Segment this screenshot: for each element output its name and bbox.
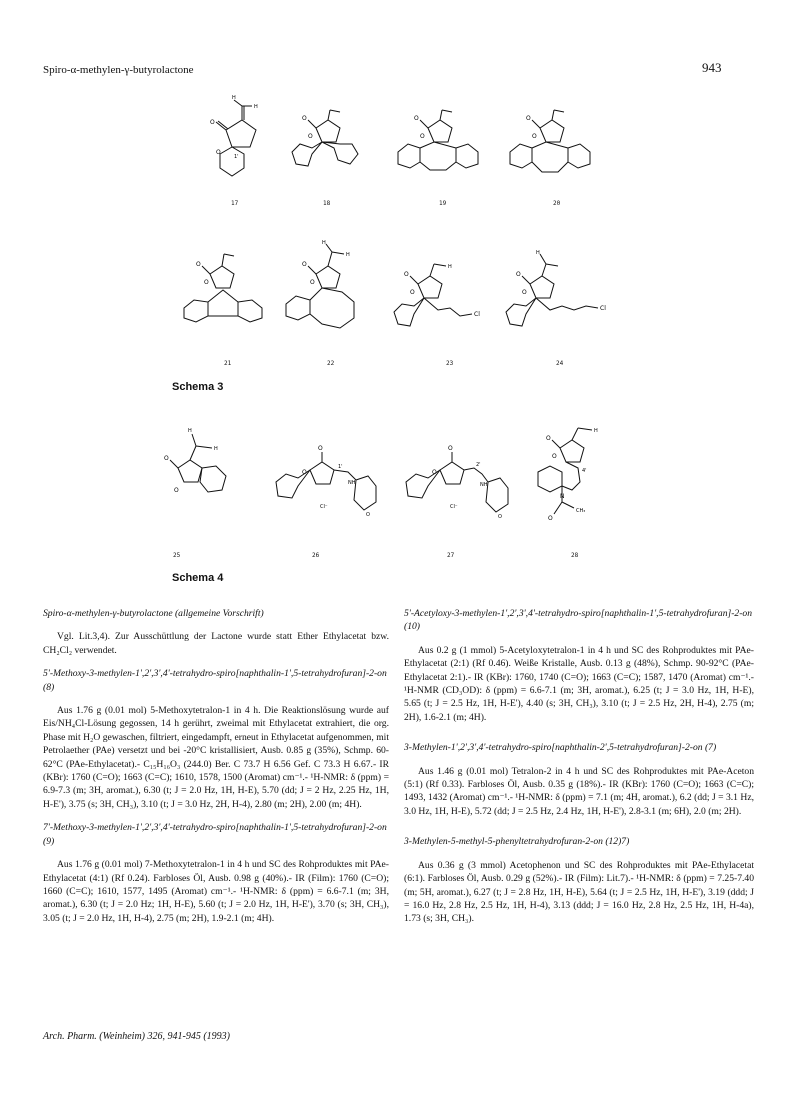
- compound-number-24: 24: [556, 360, 564, 367]
- ring-oxygen: O: [204, 279, 209, 286]
- chloride-label: Cl⁻: [450, 504, 458, 510]
- right-column: [404, 607, 754, 926]
- carbonyl-oxygen: O: [448, 445, 453, 452]
- carbonyl-oxygen: O: [414, 115, 419, 122]
- compound-heading-9: 7'-Methoxy-3-methylen-1',2',3',4'-tetrahydro-spiro[naphthalin-1',5-tetrahydrofuran]-2-on (9): [43, 822, 387, 847]
- carbonyl-oxygen: O: [546, 435, 551, 442]
- compound-number-21: 21: [224, 360, 232, 367]
- structure-25: [160, 420, 250, 520]
- acetyl-oxygen: O: [548, 515, 553, 522]
- schema-4-label: Schema 4: [172, 572, 224, 584]
- paragraph: Aus 0.2 g (1 mmol) 5-Acetyloxytetralon-1 in 4 h und SC des Rohproduktes mit PAe-Ethylacetat (2:1) (Rf 0.46). Weiße Kristalle, Ausb. 0.13 g (48%), Schmp. 90-92°C (PAe-Ethylacetat 2:1).- IR (KBr): 1760, 1740 (C=O); 1663 (C=C); 1587, 1470 (Aromat) cm⁻¹.- ¹H-NMR (CD₃OD): δ (ppm) = 6.6-7.1 (m; 3H, aromat.), 6.25 (t; J = 3.0 Hz, 1H, H-E), 5.65 (t; J = 2.5 Hz, 1H, H-E'), 4.40 (s; 3H, CH₃), 3.10 (t; J = 2.5 Hz, 2H, H-4), 2.75 (m; 2H), 1.6-2.1 (m; 4H).: [404, 644, 754, 723]
- section-heading: Spiro-α-methylen-γ-butyrolactone (allgemeine Vorschrift): [43, 608, 264, 619]
- structure-19: [394, 108, 484, 183]
- paragraph: Aus 0.36 g (3 mmol) Acetophenon und SC des Rohproduktes mit PAe-Ethylacetat (6:1). Farbloses Öl, Ausb. 0.29 g (52%).- IR (Film): Lit.7).- ¹H-NMR: δ (ppm) = 7.25-7.40 (m; 5H, aromat.), 6.27 (t; J = 2.8 Hz, 1H, H-E), 5.64 (t; J = 2.5 Hz, 1H, H-E'), 3.19 (ddd; J = 16.0 Hz, 2.8 Hz, 2.5 Hz, 1H, H-4), 3.13 (ddd; J = 16.0 Hz, 2.8 Hz, 2.5 Hz, 1H, H-4a), 1.73 (s; 3H, CH₃).: [404, 859, 754, 925]
- ring-oxygen: O: [410, 289, 415, 296]
- structure-26: [264, 440, 394, 530]
- ring-oxygen: O: [308, 133, 313, 140]
- structure-24: [500, 250, 620, 338]
- hz-label: H: [536, 250, 540, 256]
- structure-17: [208, 92, 278, 187]
- ring-oxygen: O: [420, 133, 425, 140]
- ring-oxygen: O: [522, 289, 527, 296]
- paragraph: Vgl. Lit.3,4). Zur Ausschüttlung der Lactone wurde statt Ether Ethylacetat bzw. CH₂Cl₂ verwendet.: [43, 631, 389, 656]
- compound-number-25: 25: [173, 552, 181, 559]
- hz-label: H: [232, 95, 236, 101]
- compound-number-19: 19: [439, 200, 447, 207]
- paragraph: Aus 1.46 g (0.01 mol) Tetralon-2 in 4 h und SC des Rohproduktes mit PAe-Aceton (5:1) (Rf 0.33). Farbloses Öl, Ausb. 0.35 g (18%).- IR (KBr): 1760 (C=O); 1663 (C=C); 1493, 1432 (Aromat) cm⁻¹.- ¹H-NMR: δ (ppm) = 7.1 (m; 4H, aromat.), 6.2 (dd; J = 3.1 Hz, 3.0 Hz, 1H, H-E), 5.72 (dd; J = 2.5 Hz, 2.4 Hz, 1H, H-E'), 2.8-3.1 (m; 6H), 2.0 (m; 2H).: [404, 765, 754, 817]
- structure-28: [530, 420, 630, 540]
- structure-23: [388, 258, 496, 338]
- four-prime-label: 4': [582, 468, 587, 474]
- ring-oxygen: O: [302, 469, 307, 476]
- carbonyl-oxygen: O: [302, 115, 307, 122]
- compound-number-28: 28: [571, 552, 579, 559]
- ammonium-label: NH: [480, 482, 488, 488]
- compound-number-18: 18: [323, 200, 331, 207]
- compound-number-20: 20: [553, 200, 561, 207]
- compound-number-23: 23: [446, 360, 454, 367]
- compound-number-17: 17: [231, 200, 239, 207]
- structure-20: [506, 108, 596, 183]
- carbonyl-oxygen: O: [302, 261, 307, 268]
- paragraph: Aus 1.76 g (0.01 mol) 7-Methoxytetralon-1 in 4 h und SC des Rohproduktes mit PAe-Ethylacetat (4:1) (Rf 0.24). Farbloses Öl, Ausb. 0.98 g (40%).- IR (Film): 1760 (C=O); 1660 (C=C); 1610, 1577, 1495 (Aromat) cm⁻¹.- ¹H-NMR: δ (ppm) = 6.6-7.1 (m; 3H, aromat.), 6.30 (t; J = 2.0 Hz; 1H, H-E), 5.60 (t; J = 2.0 Hz, 1H, H-E'), 3.70 (s; 3H, CH₃), 3.05 (t; J = 2.0 Hz, 1H, H-4), 2.75 (m; 2H), 1.9-2.1 (m; 4H).: [43, 859, 389, 924]
- chloro-label: Cl: [474, 311, 480, 318]
- structure-27: [394, 440, 524, 530]
- compound-heading-10: 5'-Acetyloxy-3-methylen-1',2',3',4'-tetrahydro-spiro[naphthalin-1',5-tetrahydrofuran]-2-on (10): [404, 608, 753, 633]
- morpholine-oxygen: O: [366, 512, 370, 518]
- carbonyl-oxygen: O: [516, 271, 521, 278]
- ring-oxygen: O: [216, 149, 221, 156]
- ring-oxygen: O: [552, 453, 557, 460]
- journal-citation: Arch. Pharm. (Weinheim) 326, 941-945 (1993): [43, 1031, 231, 1042]
- carbonyl-oxygen: O: [164, 455, 169, 462]
- carbonyl-oxygen: O: [526, 115, 531, 122]
- carbonyl-oxygen: O: [404, 271, 409, 278]
- one-prime-label: 1': [338, 464, 343, 470]
- morpholine-oxygen: O: [498, 514, 502, 520]
- structure-18: [286, 108, 366, 183]
- paragraph: Aus 1.76 g (0.01 mol) 5-Methoxytetralon-1 in 4 h. Die Reaktionslösung wurde auf Eis/NH₄Cl-Lösung gegossen, 14 h gerührt, zweimal mit Ethylacetat extrahiert, die org. Phase mit H₂O gewaschen, filtriert, eingedampft, erneut in Ethylacetat aufgenommen, mit Petrolaether (PAe) versetzt und bei -20°C kristallisiert, Ausb. 0.85 g (35%), Schmp. 60-62°C (PAe-Ethylacetat).- C₁₅H₁₆O₃ (244.0) Ber. C 73.7 H 6.56 Gef. C 73.3 H 6.67.- IR (KBr): 1760 (C=O); 1663 (C=C); 1610, 1578, 1500 (Aromat) cm⁻¹.- ¹H-NMR: δ (ppm) = 6.9-7.3 (m; 3H, aromat.), 6.30 (t; J = 2.0 Hz, 1H, H-E), 5.70 (dd; J = 2 Hz, 2.25 Hz, 1H, H-E'), 3.75 (s; 3H, CH₃), 3.10 (t; J = 3.0 Hz, 2H, H-4), 2.80 (m; 2H), 2.00 (m; 4H).: [43, 705, 389, 810]
- compound-heading-7: 3-Methylen-1',2',3',4'-tetrahydro-spiro[naphthalin-2',5-tetrahydrofuran]-2-on (7): [404, 742, 717, 754]
- he-label: H: [214, 446, 218, 452]
- compound-heading-12: 3-Methylen-5-methyl-5-phenyltetrahydrofuran-2-on (12)7): [404, 836, 630, 848]
- hz-label: H: [322, 240, 326, 246]
- he-label: H: [346, 252, 350, 258]
- he-label: H: [594, 428, 598, 434]
- structure-22: [282, 238, 378, 338]
- chloride-label: Cl⁻: [320, 504, 328, 510]
- compound-number-26: 26: [312, 552, 320, 559]
- carbonyl-oxygen: O: [318, 445, 323, 452]
- carbonyl-oxygen: O: [196, 261, 201, 268]
- chloro-label: Cl: [600, 305, 606, 312]
- left-column: [43, 607, 389, 925]
- methyl-label: CH₃: [576, 508, 586, 514]
- ammonium-label: NH: [348, 480, 356, 486]
- schema-3-label: Schema 3: [172, 381, 224, 393]
- ring-oxygen: O: [310, 279, 315, 286]
- he-label: H: [254, 104, 258, 110]
- ring-oxygen: O: [532, 133, 537, 140]
- carbonyl-oxygen: O: [210, 119, 215, 126]
- ring-oxygen: O: [432, 469, 437, 476]
- compound-heading-8: 5'-Methoxy-3-methylen-1',2',3',4'-tetrahydro-spiro[naphthalin-1',5-tetrahydrofuran]-2-on (8): [43, 668, 387, 693]
- nitrogen-label: N: [560, 493, 565, 500]
- structure-21: [180, 250, 266, 335]
- he-label: H: [448, 264, 452, 270]
- compound-number-22: 22: [327, 360, 335, 367]
- compound-number-27: 27: [447, 552, 455, 559]
- ring-oxygen: O: [174, 487, 179, 494]
- hz-label: H: [188, 428, 192, 434]
- running-title: Spiro-α-methylen-γ-butyrolactone: [43, 64, 194, 76]
- two-prime-label: 2': [476, 462, 481, 468]
- page-number: 943: [702, 60, 722, 75]
- one-prime-label: 1': [234, 154, 239, 160]
